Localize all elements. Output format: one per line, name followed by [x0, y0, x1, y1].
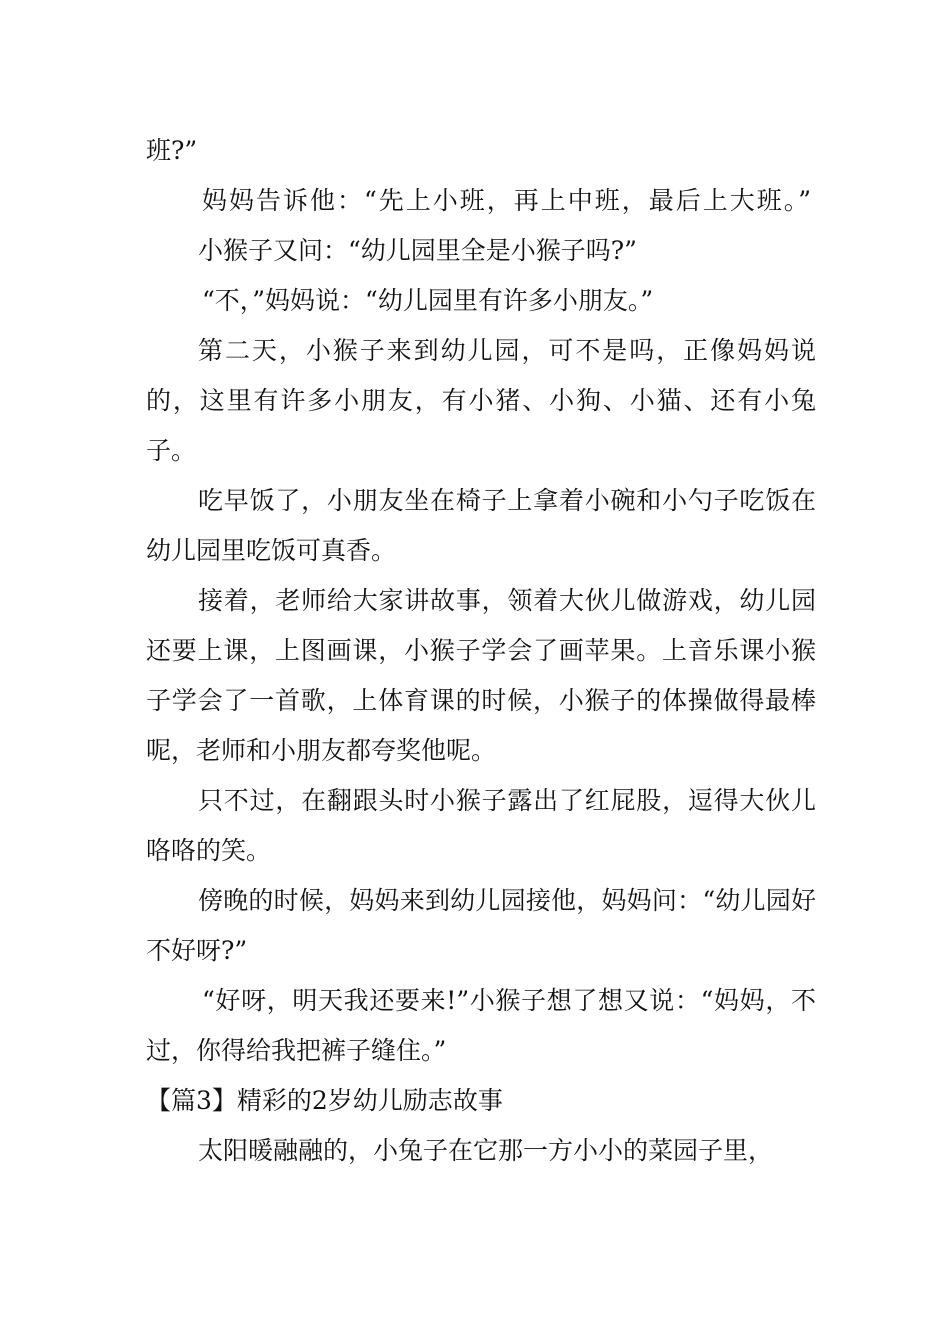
paragraph-many-friends: “不，”妈妈说：“幼儿园里有许多小朋友。” — [202, 286, 654, 315]
paragraph-second-day: 第二天，小猴子来到幼儿园，可不是吗，正像妈妈说的，这里有许多小朋友，有小猪、小狗、小猫、还有小兔子。 — [146, 336, 816, 465]
paragraph-sunny-garden: 太阳暖融融的，小兔子在它那一方小小的菜园子里， — [198, 1136, 774, 1165]
paragraph-classes: 接着，老师给大家讲故事，领着大伙儿做游戏，幼儿园还要上课，上图画课，小猴子学会了画苹果。上音乐课小猴子学会了一首歌，上体育课的时候，小猴子的体操做得最棒呢，老师和小朋友都夸奖他呢。 — [146, 586, 816, 765]
paragraph-come-again: “好呀，明天我还要来!”小猴子想了想又说：“妈妈，不过，你得给我把裤子缝住。” — [146, 986, 816, 1065]
section-heading: 【篇3】精彩的2岁幼儿励志故事 — [146, 1086, 503, 1115]
document-body — [146, 126, 816, 1176]
paragraph-monkey-asks: 小猴子又问：“幼儿园里全是小猴子吗?” — [198, 236, 637, 265]
paragraph-somersault: 只不过，在翻跟头时小猴子露出了红屁股，逗得大伙儿咯咯的笑。 — [146, 786, 816, 865]
paragraph-mother-reply: 妈妈告诉他：“先上小班，再上中班，最后上大班。” — [202, 186, 814, 215]
paragraph-breakfast: 吃早饭了，小朋友坐在椅子上拿着小碗和小勺子吃饭在幼儿园里吃饭可真香。 — [146, 486, 816, 565]
paragraph-continuation: 班?” — [146, 136, 198, 165]
paragraph-evening: 傍晚的时候，妈妈来到幼儿园接他，妈妈问：“幼儿园好不好呀?” — [146, 886, 816, 965]
